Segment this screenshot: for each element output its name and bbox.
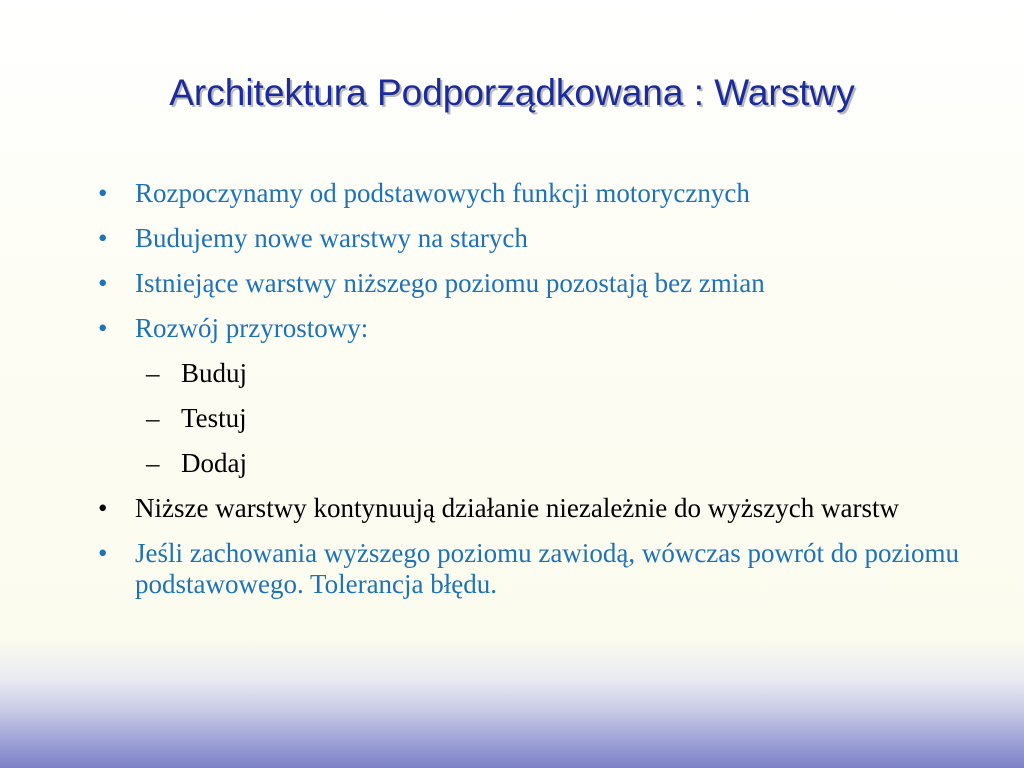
bullet-icon: • (98, 493, 108, 523)
sub-bullet-text: Testuj (181, 403, 247, 433)
sub-bullet-text: Dodaj (181, 448, 247, 478)
bullet-item (98, 313, 1018, 344)
dash-icon: – (146, 358, 160, 388)
bullet-item (98, 538, 1018, 600)
bullet-text: Niższe warstwy kontynuują działanie niezależnie do wyższych warstw (135, 493, 899, 523)
bullet-item (98, 178, 1018, 209)
bullet-text: Rozwój przyrostowy: (135, 313, 369, 343)
bullet-item (98, 493, 1018, 524)
sub-bullet-item (98, 358, 1018, 389)
sub-bullet-item (98, 448, 1018, 479)
dash-icon: – (146, 448, 160, 478)
bullet-text: Budujemy nowe warstwy na starych (135, 223, 528, 253)
bullet-icon: • (98, 538, 108, 568)
bullet-item (98, 268, 1018, 299)
slide-body (98, 178, 1018, 614)
sub-bullet-text: Buduj (181, 358, 248, 388)
bullet-text: Jeśli zachowania wyższego poziomu zawiodą, wówczas powrót do poziomu podstawowego. Tolerancja błędu. (135, 538, 960, 599)
sub-bullet-item (98, 403, 1018, 434)
bullet-icon: • (98, 223, 108, 253)
bullet-text: Istniejące warstwy niższego poziomu pozostają bez zmian (135, 268, 765, 298)
bullet-icon: • (98, 178, 108, 208)
dash-icon: – (146, 403, 160, 433)
bullet-item (98, 223, 1018, 254)
bullet-icon: • (98, 313, 108, 343)
bullet-text: Rozpoczynamy od podstawowych funkcji motorycznych (135, 178, 750, 208)
bullet-icon: • (98, 268, 108, 298)
slide-title: Architektura Podporządkowana : Warstwy (169, 72, 855, 113)
